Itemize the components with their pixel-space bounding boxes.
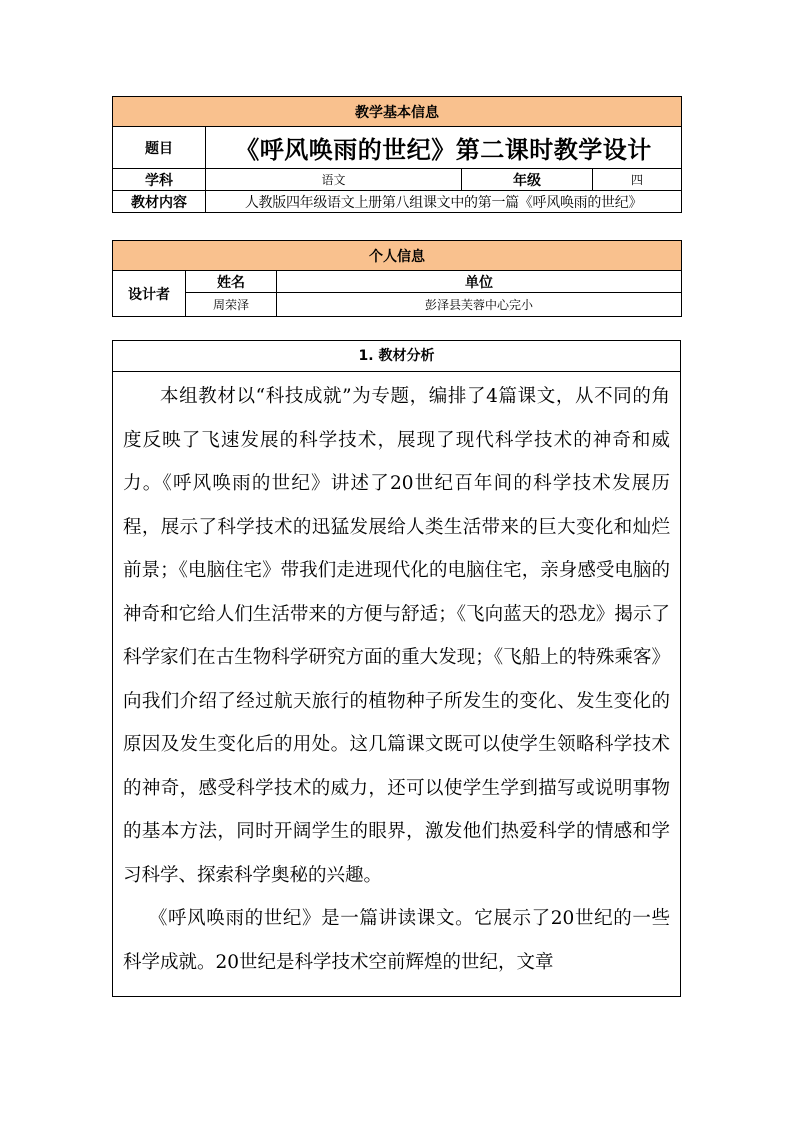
- analysis-paragraph-2: 《呼风唤雨的世纪》是一篇讲读课文。它展示了20世纪的一些科学成就。20世纪是科学技术空前辉煌的世纪，文章: [123, 908, 670, 973]
- unit-value: 彭泽县芙蓉中心完小: [277, 293, 682, 317]
- basic-info-header: 教学基本信息: [113, 97, 682, 127]
- basic-info-table: [112, 96, 682, 213]
- designer-label: 设计者: [113, 271, 186, 317]
- analysis-title: 1. 教材分析: [113, 341, 680, 372]
- textbook-analysis-section: [112, 340, 681, 997]
- topic-label: 题目: [113, 127, 206, 169]
- subject-value: 语文: [206, 169, 462, 191]
- personal-info-header: 个人信息: [113, 241, 682, 271]
- grade-value: 四: [593, 169, 682, 191]
- subject-label: 学科: [113, 169, 206, 191]
- name-value: 周荣泽: [186, 293, 277, 317]
- topic-value: 《呼风唤雨的世纪》第二课时教学设计: [206, 127, 682, 169]
- analysis-paragraph-1: 本组教材以“科技成就”为专题，编排了4篇课文，从不同的角度反映了飞速发展的科学技术，展现了现代科学技术的神奇和威力。《呼风唤雨的世纪》讲述了20世纪百年间的科学技术发展历程，展示了科学技术的迅猛发展给人类生活带来的巨大变化和灿烂前景；《电脑住宅》带我们走进现代化的电脑住宅，亲身感受电脑的神奇和它给人们生活带来的方便与舒适；《飞向蓝天的恐龙》揭示了科学家们在古生物科学研究方面的重大发现；《飞船上的特殊乘客》向我们介绍了经过航天旅行的植物种子所发生的变化、发生变化的原因及发生变化后的用处。这几篇课文既可以使学生领略科学技术的神奇，感受科学技术的威力，还可以使学生学到描写或说明事物的基本方法，同时开阔学生的眼界，激发他们热爱科学的情感和学习科学、探索科学奥秘的兴趣。: [123, 386, 670, 886]
- textbook-value: 人教版四年级语文上册第八组课文中的第一篇《呼风唤雨的世纪》: [206, 191, 682, 213]
- name-label: 姓名: [186, 271, 277, 293]
- personal-info-table: [112, 240, 682, 317]
- grade-label: 年级: [462, 169, 593, 191]
- unit-label: 单位: [277, 271, 682, 293]
- textbook-label: 教材内容: [113, 191, 206, 213]
